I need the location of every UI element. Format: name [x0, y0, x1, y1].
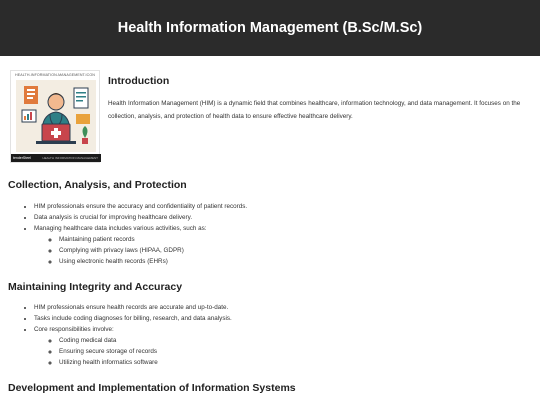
section-heading-development: Development and Implementation of Information Systems	[8, 382, 296, 394]
health-worker-illustration	[16, 80, 96, 152]
intro-paragraph: Health Information Management (HIM) is a dynamic field that combines healthcare, information technology, and data management. It focuses on the collection, analysis, and protection of health data to ensure effective healthcare delivery.	[108, 100, 521, 120]
list-item	[34, 324, 232, 368]
chart-icon	[22, 110, 36, 122]
section-heading-integrity: Maintaining Integrity and Accuracy	[8, 281, 183, 293]
plant-icon	[82, 126, 88, 144]
sub-list	[59, 335, 232, 368]
clipboard-icon	[74, 88, 88, 108]
folder-icon	[76, 114, 90, 124]
illustration-brand: tenderSteel	[13, 156, 31, 160]
document-icon	[24, 86, 38, 104]
page-header	[0, 0, 540, 56]
section-heading-collection: Collection, Analysis, and Protection	[8, 179, 187, 191]
list-item: • Data analysis is crucial for improving healthcare delivery.	[34, 212, 247, 223]
section-list-collection	[34, 201, 247, 267]
illustration-caption: HEALTH-INFORMATION-MANAGEMENT.ICON	[15, 73, 95, 77]
intro-heading: Introduction	[108, 75, 170, 87]
illustration-panel	[16, 80, 96, 152]
sub-list-item: ◦ Coding medical data	[59, 335, 232, 346]
intro-illustration	[10, 70, 100, 163]
sub-list-item: ◦ Maintaining patient records	[59, 234, 247, 245]
sub-list-item: ◦ Complying with privacy laws (HIPAA, GDPR)	[59, 245, 247, 256]
illustration-bar-text: HEALTH INFORMATION MANAGEMENT	[42, 156, 98, 160]
section-list-integrity	[34, 302, 232, 368]
list-item	[34, 223, 247, 267]
list-item: • HIM professionals ensure health records are accurate and up-to-date.	[34, 302, 232, 313]
sub-list-item: ◦ Ensuring secure storage of records	[59, 346, 232, 357]
page-title: Health Information Management (B.Sc/M.Sc)	[117, 20, 423, 36]
list-item-label: Core responsibilities involve:	[34, 326, 114, 333]
sub-list-item: ◦ Using electronic health records (EHRs)	[59, 256, 247, 267]
list-item: • Tasks include coding diagnoses for billing, research, and data analysis.	[34, 313, 232, 324]
laptop-icon	[36, 124, 76, 144]
illustration-footer-bar	[11, 154, 101, 162]
list-item: • HIM professionals ensure the accuracy and confidentiality of patient records.	[34, 201, 247, 212]
list-item-label: Managing healthcare data includes various activities, such as:	[34, 225, 207, 232]
sub-list	[59, 234, 247, 267]
sub-list-item: ◦ Utilizing health informatics software	[59, 357, 232, 368]
